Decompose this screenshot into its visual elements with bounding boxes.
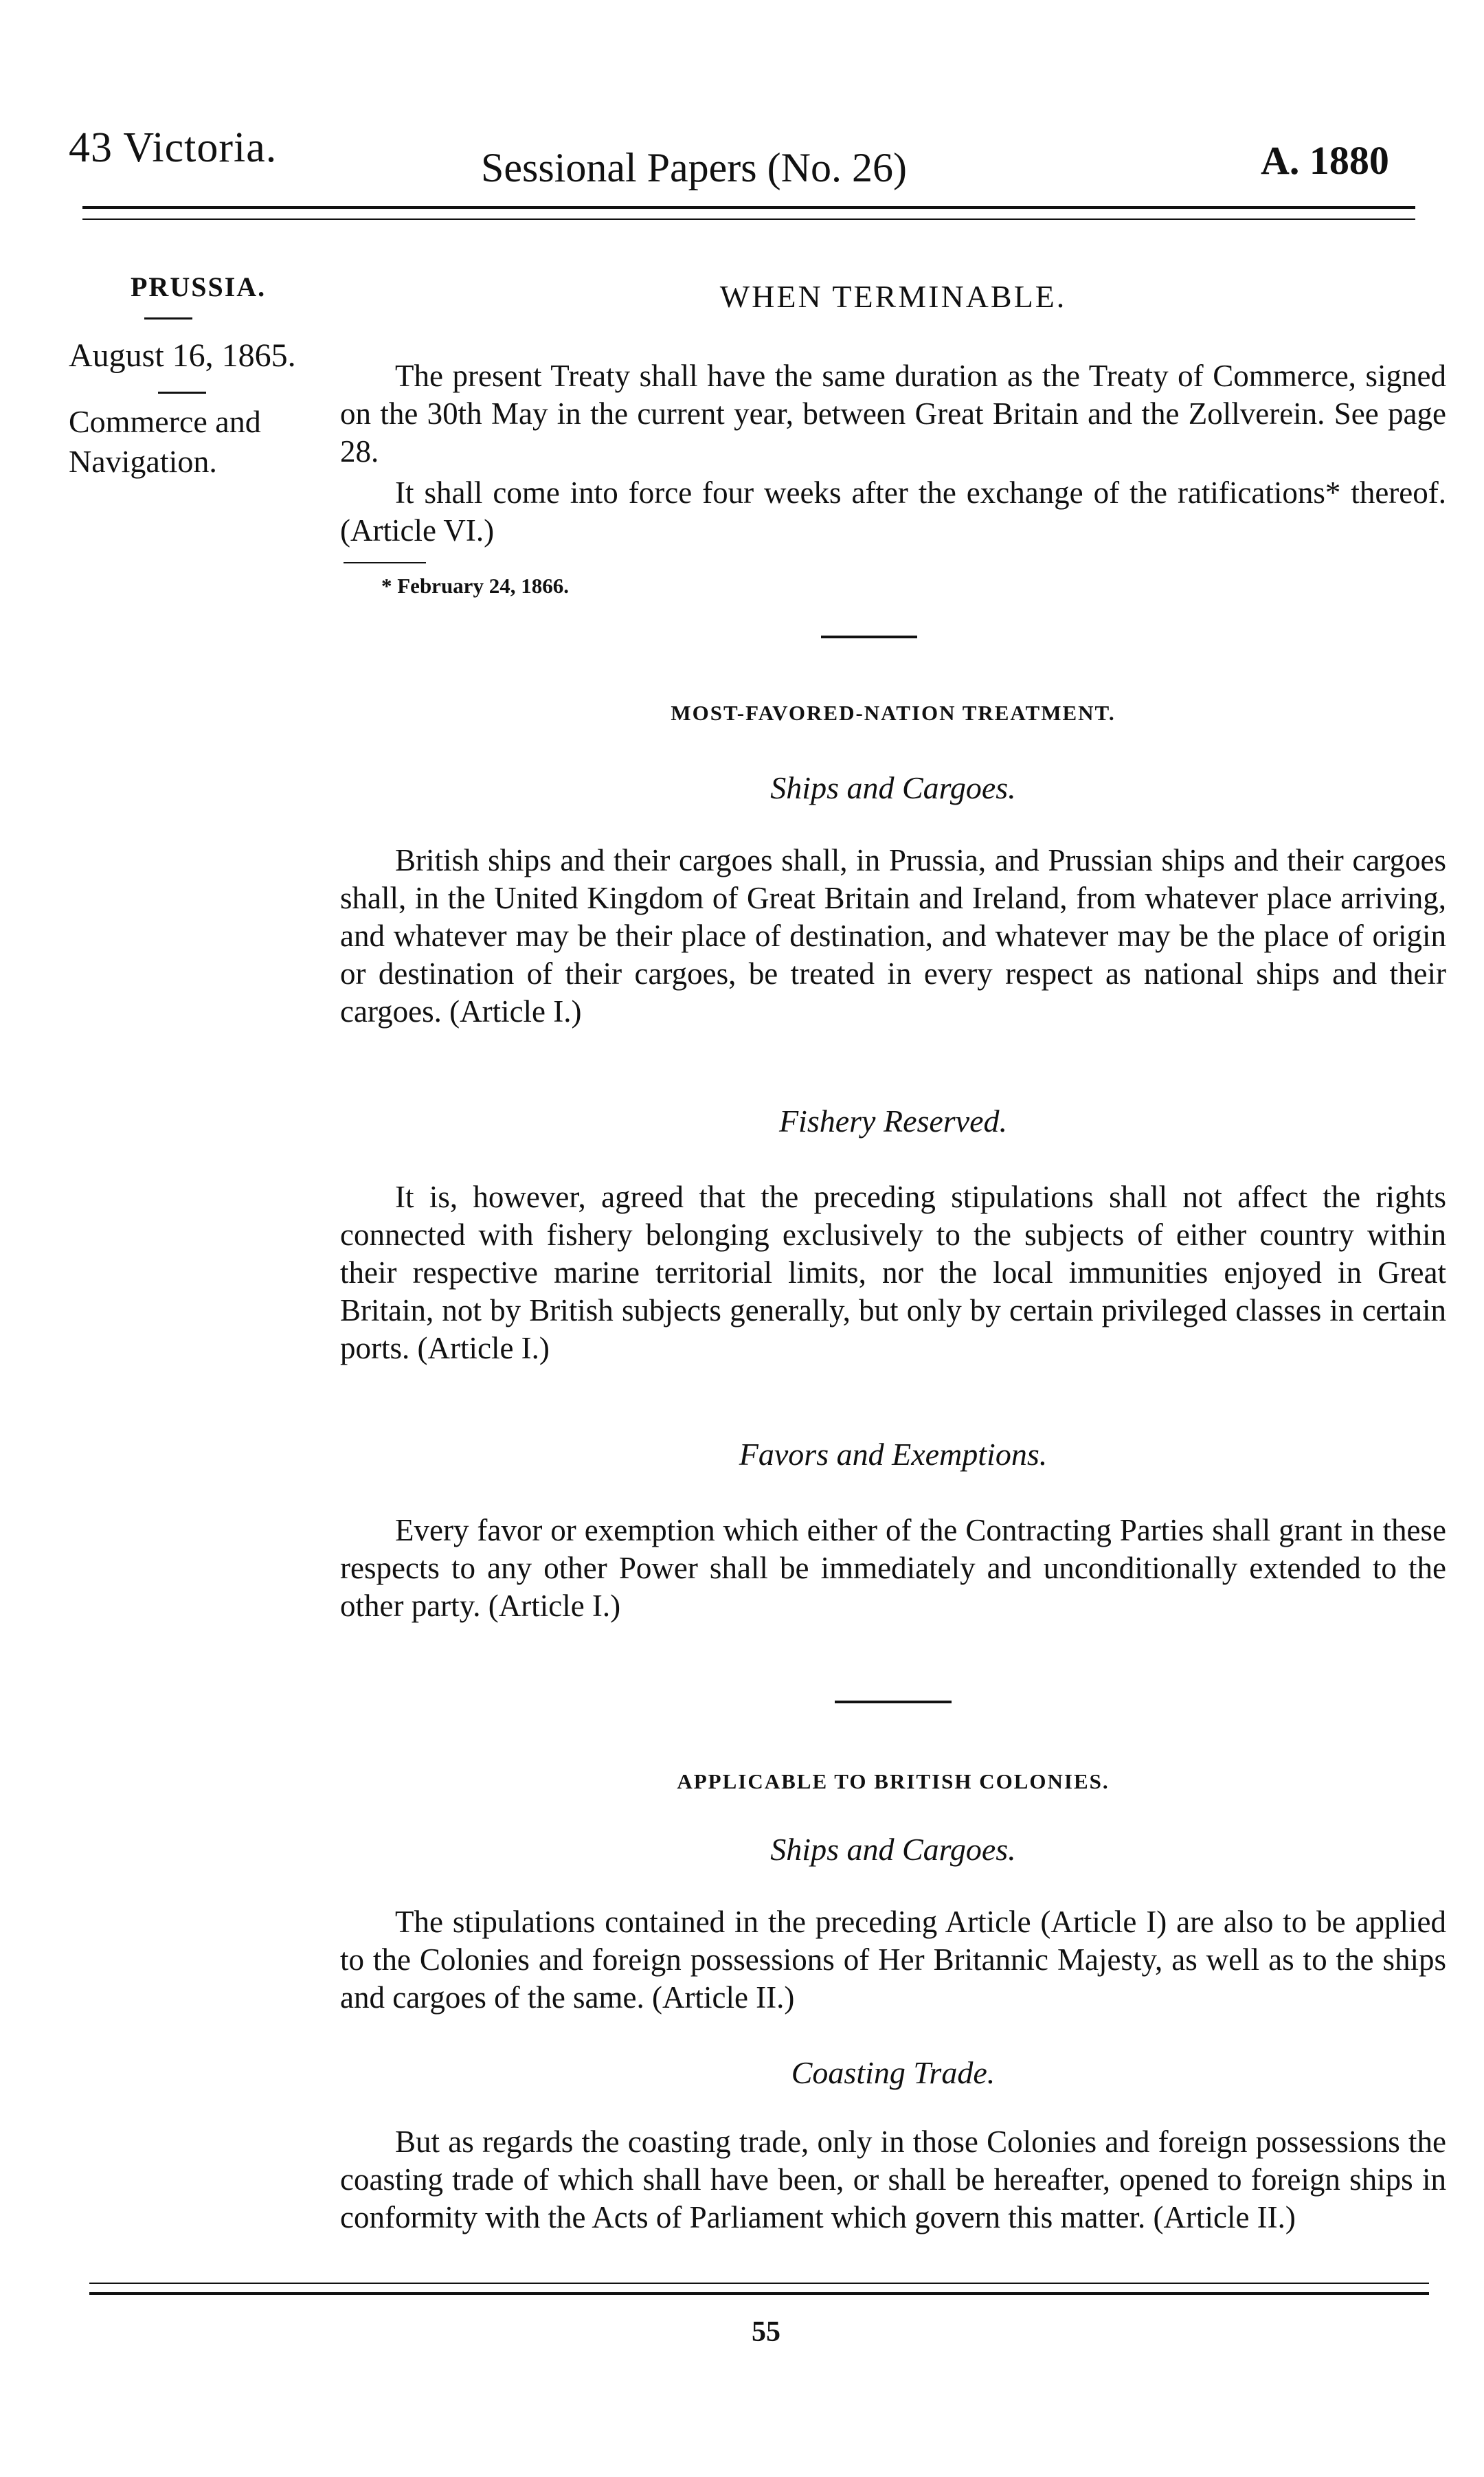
section-divider bbox=[821, 636, 917, 638]
subsection-heading: Ships and Cargoes. bbox=[770, 770, 1016, 805]
footer-rule-top bbox=[89, 2283, 1429, 2284]
section-divider bbox=[835, 1701, 952, 1703]
section-heading: WHEN TERMINABLE. bbox=[719, 279, 1067, 314]
section-heading: MOST-FAVORED-NATION TREATMENT. bbox=[671, 701, 1116, 725]
paragraph: The stipulations contained in the preceding Article (Article I) are also to be applied to the Colonies and foreign possessions of Her Britannic Majesty, as well as to the ships and cargoes of the same. (Article II.) bbox=[340, 1905, 1446, 2015]
margin-country: PRUSSIA. bbox=[131, 271, 267, 302]
paragraph: But as regards the coasting trade, only in those Colonies and foreign possessions the coasting trade of which shall have been, or shall be hereafter, opened to foreign ships in conformity with the Acts of Parliament which govern this matter. (Article II.) bbox=[340, 2125, 1446, 2234]
footnote: * February 24, 1866. bbox=[381, 574, 569, 598]
subsection-heading: Fishery Reserved. bbox=[778, 1103, 1008, 1139]
paragraph: Every favor or exemption which either of the Contracting Parties shall grant in these respects to any other Power shall be immediately and unconditionally extended to the other party. (Article I.) bbox=[340, 1513, 1446, 1623]
margin-date: August 16, 1865. bbox=[69, 337, 296, 374]
paragraph: The present Treaty shall have the same duration as the Treaty of Commerce, signed on the 30th May in the current year, between Great Britain and the Zollverein. See page 28. bbox=[340, 359, 1446, 469]
footer-rule-bottom bbox=[89, 2292, 1429, 2295]
margin-divider bbox=[158, 392, 206, 394]
subsection-heading: Ships and Cargoes. bbox=[770, 1832, 1016, 1867]
footnote-rule bbox=[344, 562, 426, 563]
header-year: A. 1880 bbox=[1261, 138, 1389, 183]
header-rule-bottom bbox=[82, 218, 1415, 220]
paragraph: It is, however, agreed that the preceding stipulations shall not affect the rights connected with fishery belonging exclusively to the subjects of either country within their respective marine territorial limits, nor the local immunities enjoyed in Great Britain, not by British subjects generally, but only by certain privileged classes in certain ports. (Article I.) bbox=[340, 1180, 1446, 1365]
paragraph: British ships and their cargoes shall, in Prussia, and Prussian ships and their cargoes shall, in the United Kingdom of Great Britain and Ireland, from whatever place arriving, and whatever may be their place of destination, and whatever may be the place of origin or destination of their cargoes, be treated in every respect as national ships and their cargoes. (Article I.) bbox=[340, 843, 1446, 1029]
header-rule-top bbox=[82, 206, 1415, 209]
margin-divider bbox=[144, 317, 192, 320]
page-number: 55 bbox=[752, 2316, 780, 2348]
section-heading: APPLICABLE TO BRITISH COLONIES. bbox=[677, 1769, 1110, 1793]
subsection-heading: Coasting Trade. bbox=[791, 2055, 996, 2090]
paragraph: It shall come into force four weeks after the exchange of the ratifications* thereof. (Article VI.) bbox=[340, 475, 1446, 548]
header-session: 43 Victoria. bbox=[69, 124, 278, 171]
margin-subject: Commerce and Navigation. bbox=[69, 404, 261, 479]
subsection-heading: Favors and Exemptions. bbox=[739, 1437, 1048, 1472]
header-title: Sessional Papers (No. 26) bbox=[481, 145, 907, 190]
